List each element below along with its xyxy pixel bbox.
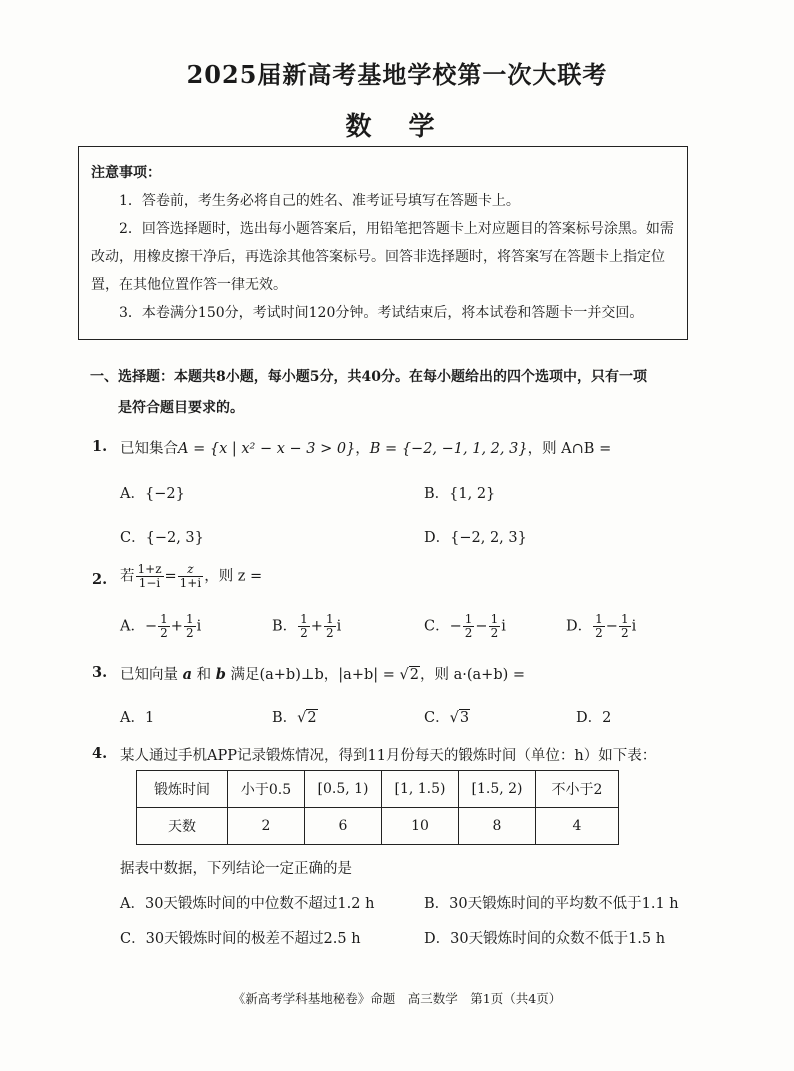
table-cell: 4: [536, 808, 619, 845]
q4-option-b: B．30天锻炼时间的平均数不低于1.1 h: [424, 896, 679, 912]
q1-stem-text: 已知集合: [120, 441, 178, 457]
exercise-table: [136, 770, 619, 845]
table-cell: [1, 1.5): [382, 771, 459, 808]
table-cell: 10: [382, 808, 459, 845]
q2-stem-pre: 若: [120, 568, 135, 585]
q4-option-c: C．30天锻炼时间的极差不超过2.5 h: [120, 931, 361, 947]
q1-stem-end: ，则 A∩B =: [527, 441, 612, 457]
q2-option-d: D． $\frac{1}{2}$ − $\frac{1}{2}$ i: [566, 612, 637, 640]
table-row-days: [137, 808, 619, 845]
q1-set-b: B = {−2, −1, 1, 2, 3}: [369, 441, 528, 457]
vector-b: b: [215, 666, 226, 683]
table-cell: 8: [459, 808, 536, 845]
page-footer: 《新高考学科基地秘卷》命题 高三数学 第1页（共4页）: [232, 991, 562, 1006]
section-line-2: 是符合题目要求的。: [118, 400, 244, 416]
q1-option-a: A．{−2}: [120, 486, 185, 502]
q2-fraction-right: $\frac{z}{1+i}$: [179, 562, 202, 590]
notice-item-2: 2．回答选择题时，选出每小题答案后，用铅笔把答题卡上对应题目的答案标号涂黑。如需改动，用橡皮擦干净后，再选涂其他答案标号。回答非选择题时，将答案写在答题卡上指定位置，在其他位置作答一律无效。: [91, 221, 674, 293]
q2-option-a: A．− $\frac{1}{2}$ + $\frac{1}{2}$ i: [120, 612, 202, 640]
table-row-header: [137, 771, 619, 808]
q1-option-c: C．{−2, 3}: [120, 530, 204, 546]
q2-option-c: C．− $\frac{1}{2}$ − $\frac{1}{2}$ i: [424, 612, 506, 640]
q4-note: 据表中数据，下列结论一定正确的是: [120, 861, 352, 877]
notice-item-3: 3．本卷满分150分，考试时间120分钟。考试结束后，将本试卷和答题卡一并交回。: [119, 305, 644, 321]
table-cell: 小于0.5: [228, 771, 305, 808]
table-cell: [1.5, 2): [459, 771, 536, 808]
q4-number: 4.: [92, 745, 108, 762]
q1-set-a: A = {x | x² − x − 3 > 0}: [178, 441, 356, 457]
q3-option-d: D．2: [576, 710, 612, 726]
q2-equals: =: [164, 568, 177, 585]
notice-title: 注意事项：: [91, 165, 161, 181]
table-cell: 天数: [137, 808, 228, 845]
exam-title: 2025届新高考基地学校第一次大联考: [186, 60, 608, 89]
q3-option-a: A．1: [120, 710, 155, 726]
table-cell: 6: [305, 808, 382, 845]
q4-option-d: D．30天锻炼时间的众数不低于1.5 h: [424, 931, 666, 947]
notice-box: [78, 146, 688, 340]
q2-option-b: B． $\frac{1}{2}$ + $\frac{1}{2}$ i: [272, 612, 342, 640]
q1-stem: 已知集合A = {x | x² − x − 3 > 0}，B = {−2, −1, 1, 2, 3}，则 A∩B =: [120, 441, 612, 457]
section-line-1: 一、选择题：本题共8小题，每小题5分，共40分。在每小题给出的四个选项中，只有一项: [90, 369, 647, 385]
section-heading: [90, 362, 700, 424]
q2-number: 2.: [92, 571, 108, 588]
q4-option-a: A．30天锻炼时间的中位数不超过1.2 h: [120, 896, 375, 912]
q2-stem-end: ，则 z =: [204, 568, 263, 585]
subject-title: 数 学: [345, 112, 449, 142]
table-cell: 锻炼时间: [137, 771, 228, 808]
q3-option-c: C．√3: [424, 710, 470, 726]
q3-number: 3.: [92, 664, 108, 681]
q4-stem: 某人通过手机APP记录锻炼情况，得到11月份每天的锻炼时间（单位：h）如下表：: [120, 748, 657, 764]
table-cell: 不小于2: [536, 771, 619, 808]
q1-number: 1.: [92, 438, 108, 455]
q3-option-b: B．√2: [272, 710, 317, 726]
table-cell: [0.5, 1): [305, 771, 382, 808]
vector-a: a: [182, 666, 193, 683]
q1-option-b: B．{1, 2}: [424, 486, 496, 502]
notice-item-1: 1．答卷前，考生务必将自己的姓名、准考证号填写在答题卡上。: [119, 193, 520, 209]
q3-stem: 已知向量 a 和 b 满足(a+b)⊥b，|a+b| = √2，则 a·(a+b) =: [120, 666, 526, 683]
q2-fraction-left: $\frac{1+z}{1-i}$: [137, 562, 162, 590]
q2-stem: [120, 563, 262, 590]
q1-option-d: D．{−2, 2, 3}: [424, 530, 527, 546]
table-cell: 2: [228, 808, 305, 845]
